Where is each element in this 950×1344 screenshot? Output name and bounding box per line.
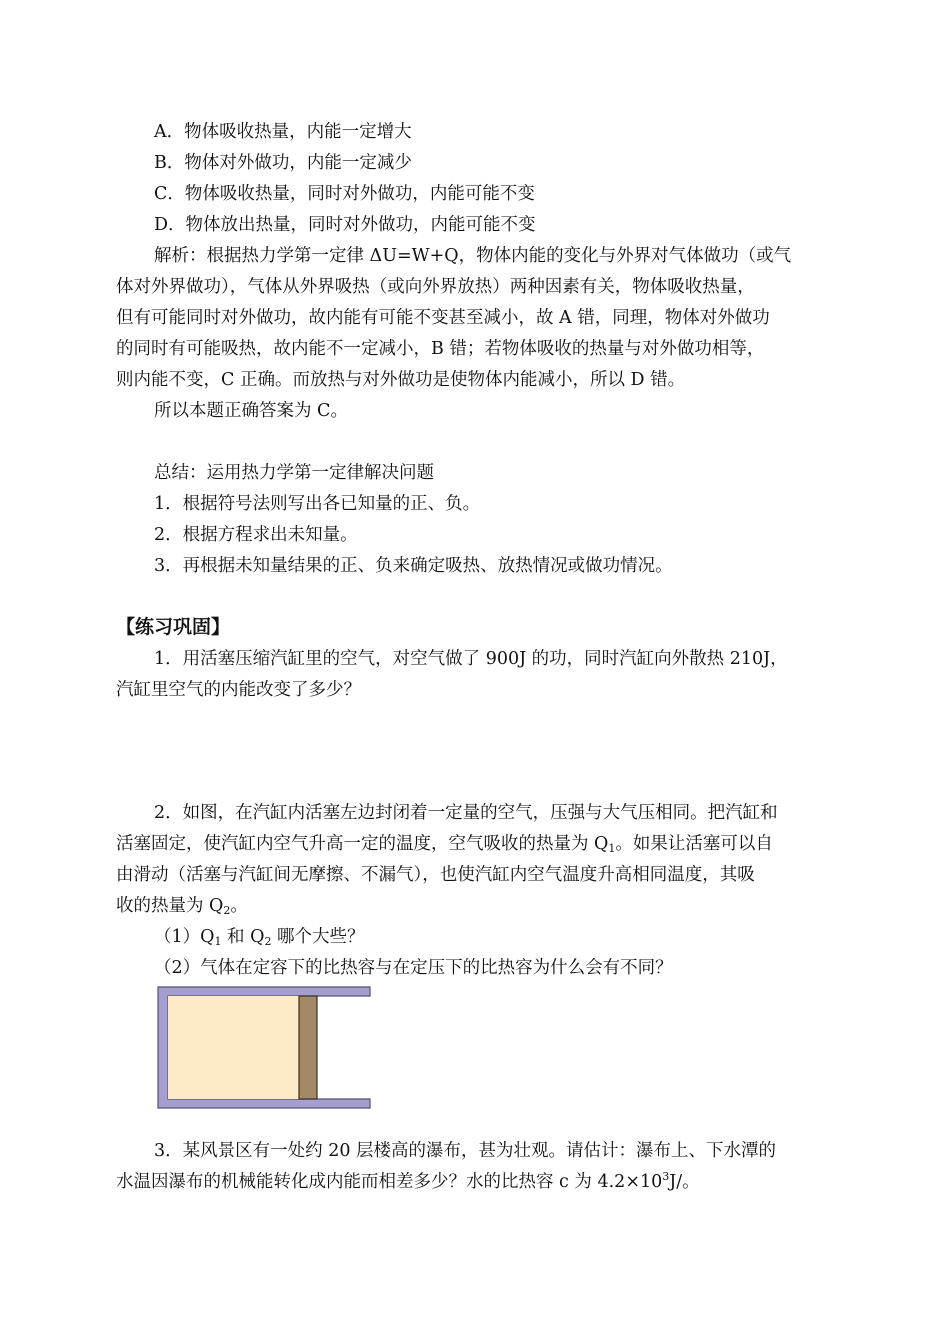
cylinder-piston-diagram (156, 985, 376, 1111)
analysis-line: 但有可能同时对外做功，故内能有可能不变甚至减小，故 A 错，同理，物体对外做功 (116, 308, 770, 328)
choice-b: B．物体对外做功，内能一定减少 (154, 153, 412, 173)
q2-subquestion-1 (154, 925, 836, 949)
q2-text: 收的热量为 Q (116, 896, 224, 916)
q2-subquestion-2: （2）气体在定容下的比热容与在定压下的比热容为什么会有不同？ (154, 958, 673, 978)
q2-line: 由滑动（活塞与汽缸间无摩擦、不漏气），也使汽缸内空气温度升高相同温度，其吸 (116, 865, 755, 885)
q1-line: 1．用活塞压缩汽缸里的空气，对空气做了 900J 的功，同时汽缸向外散热 210J， (154, 649, 788, 669)
q3-line (116, 1170, 836, 1194)
answer-line: 所以本题正确答案为 C。 (154, 401, 348, 421)
summary-title: 总结：运用热力学第一定律解决问题 (154, 463, 434, 483)
summary-step: 3．再根据未知量结果的正、负来确定吸热、放热情况或做功情况。 (154, 556, 673, 576)
analysis-line: 体对外界做功），气体从外界吸热（或向外界放热）两种因素有关，物体吸收热量， (116, 277, 755, 297)
q3-text: J/。 (669, 1172, 700, 1192)
q2-text: 和 Q (221, 927, 265, 947)
enclosed-air (168, 996, 299, 1099)
q3-superscript: 3 (662, 1170, 670, 1183)
q2-text: 活塞固定，使汽缸内空气升高一定的温度，空气吸收的热量为 Q (116, 834, 609, 854)
analysis-line: 则内能不变，C 正确。而放热与对外做功是使物体内能减小，所以 D 错。 (116, 370, 686, 390)
q2-subscript: 1 (214, 935, 222, 948)
q2-line: 2．如图，在汽缸内活塞左边封闭着一定量的空气，压强与大气压相同。把汽缸和 (154, 803, 778, 823)
summary-step: 1．根据符号法则写出各已知量的正、负。 (154, 494, 481, 514)
q2-line (116, 832, 836, 856)
q1-line: 汽缸里空气的内能改变了多少？ (116, 680, 361, 700)
choice-c: C．物体吸收热量，同时对外做功，内能可能不变 (154, 184, 535, 204)
analysis-line: 解析：根据热力学第一定律 ΔU=W+Q，物体内能的变化与外界对气体做功（或气 (154, 246, 792, 266)
choice-a: A．物体吸收热量，内能一定增大 (154, 122, 412, 142)
choice-d: D．物体放出热量，同时对外做功，内能可能不变 (154, 215, 536, 235)
q2-subscript: 1 (608, 842, 616, 855)
q2-text: 哪个大些？ (271, 927, 365, 947)
q2-subscript: 2 (264, 935, 272, 948)
q3-line: 3．某风景区有一处约 20 层楼高的瀑布，甚为壮观。请估计：瀑布上、下水潭的 (154, 1141, 777, 1161)
analysis-line: 的同时有可能吸热，故内能不一定减小，B 错；若物体吸收的热量与对外做功相等， (116, 339, 765, 359)
q2-subscript: 2 (223, 904, 231, 917)
q2-text: 。 (230, 896, 248, 916)
summary-step: 2．根据方程求出未知量。 (154, 525, 358, 545)
q2-text: （1）Q (154, 927, 215, 947)
q2-line (116, 894, 836, 918)
piston (299, 996, 317, 1099)
practice-heading: 【练习巩固】 (116, 616, 231, 638)
q2-text: 。如果让活塞可以自 (615, 834, 773, 854)
q3-text: 水温因瀑布的机械能转化成内能而相差多少？水的比热容 c 为 4.2×10 (116, 1172, 663, 1192)
